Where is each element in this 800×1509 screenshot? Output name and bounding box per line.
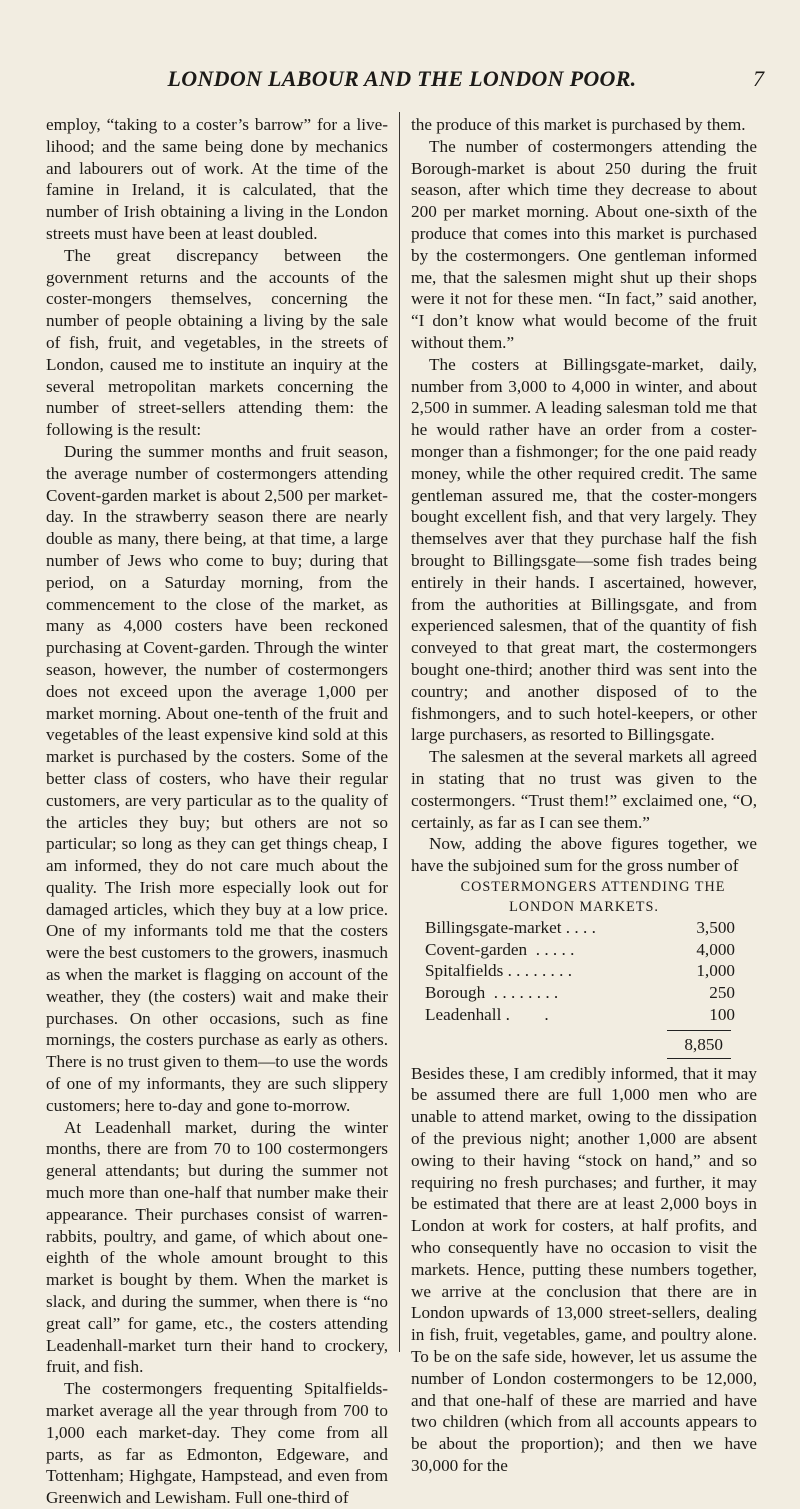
table-title: COSTERMONGERS ATTENDING THE LONDON MARKETS. <box>460 878 726 915</box>
table-row <box>425 939 743 961</box>
table-row <box>425 917 743 939</box>
market-name: Covent-garden . . . . . <box>425 939 575 959</box>
paragraph: The salesmen at the several markets all agreed in stating that no trust was given to the costermongers. “Trust them!” exclaimed one, “O, certainly, as far as I can see them.” <box>411 747 757 832</box>
paragraph: At Leadenhall market, during the winter months, there are from 70 to 100 costermongers general attendants; but during the summer not much more than one-half that number make their appearance. Their purchases consist of warren-rabbits, poultry, and game, of which about one-eighth of the whole amount brought to this market is bought by them. When the market is slack, and during the summer, when there is “no great call” for game, etc., the costers attending Leadenhall-market turn their hand to crockery, fruit, and fish. <box>46 1117 388 1377</box>
left-column <box>46 114 388 1508</box>
table-row <box>425 982 743 1004</box>
paragraph: the produce of this market is purchased by them. <box>411 115 746 134</box>
paragraph: Besides these, I am credibly informed, that it may be assumed there are full 1,000 men who are unable to attend market, owing to the dissipation of the previous night; another 1,000 are absent owing to their having “stock on hand,” and so requiring no fresh purchases; and further, it may be estimated that there are at least 2,000 boys in London at work for costers, at half profits, and who consequently have no occasion to visit the markets. Hence, putting these numbers together, we arrive at the conclusion that there are in London upwards of 13,000 street-sellers, dealing in fish, fruit, vegetables, game, and poultry alone. To be on the safe side, however, let us assume the number of London costermongers to be 12,000, and that one-half of these are married and have two children (which from all accounts appears to be about the proportion); and then we have 30,000 for the <box>411 1063 757 1476</box>
markets-table <box>425 917 743 1059</box>
table-row <box>425 1004 743 1026</box>
sum-rule <box>667 1030 731 1031</box>
market-name: Spitalfields . . . . . . . . <box>425 961 573 981</box>
paragraph: During the summer months and fruit season, the average number of costermongers attending Covent-garden market is about 2,500 per market-day. In the strawberry season there are nearly double as many, there being, at that time, a large number of Jews who come to buy; during that period, on a Saturday morning, from the commencement to the close of the market, as many as 4,000 costers have been reckoned purchasing at Covent-garden. Through the winter season, however, the number of costermongers does not exceed upon the average 1,000 per market morning. About one-tenth of the fruit and vegetables of the least expensive kind sold at this market is purchased by the costers. Some of the better class of costers, who have their regular customers, are very particular as to the quality of the articles they buy; but others are not so particular; so long as they can get things cheap, I am informed, they do not care much about the quality. The Irish more especially look out for damaged articles, which they buy at a low price. One of my informants told me that the costers were the best customers to the growers, inasmuch as when the market is flagging on account of the weather, they (the costers) wait and make their purchases. On other occasions, such as fine mornings, the costers purchase as early as others. There is no trust given to them—to use the words of one of my informants, they are such slippery customers; here to-day and gone to-morrow. <box>46 441 388 1115</box>
market-name: Borough . . . . . . . . <box>425 983 559 1003</box>
market-name: Leadenhall . . <box>425 1005 549 1025</box>
paragraph: The great discrepancy between the government returns and the accounts of the coster-mongers themselves, concerning the number of people obtaining a living by the sale of fish, fruit, and vegetables, in the streets of London, caused me to institute an inquiry at the several metropolitan markets concerning the number of street-sellers attending them: the following is the result: <box>46 245 388 440</box>
market-count: 1,000 <box>696 961 735 981</box>
page-number: 7 <box>753 66 764 91</box>
market-count: 3,500 <box>696 917 735 937</box>
paragraph: employ, “taking to a coster’s barrow” for a live-lihood; and the same being done by mechanics and labourers out of work. At the time of the famine in Ireland, it is calculated, that the number of Irish obtaining a living in the London streets must have been at least doubled. <box>46 115 388 243</box>
table-row <box>425 960 743 982</box>
table-total: 8,850 <box>684 1034 723 1054</box>
paragraph: The costers at Billingsgate-market, daily, number from 3,000 to 4,000 in winter, and about 2,500 in summer. A leading salesman told me that he would rather have an order from a coster-monger than a fishmonger; for the one paid ready money, while the other required credit. The same gentleman assured me, that the coster-mongers bought excellent fish, and that very largely. They themselves aver that they purchase half the fish brought to Billingsgate—some fish trades being entirely in their hands. I ascertained, however, from the authorities at Billingsgate, and from experienced salesmen, that of the quantity of fish conveyed to that great mart, the costermongers bought one-third; another third was sent into the country; and another disposed of to the fishmongers, and to such hotel-keepers, or other large purchasers, as resorted to Billingsgate. <box>411 354 757 745</box>
running-title: LONDON LABOUR AND THE LONDON POOR. <box>167 66 637 91</box>
sum-rule <box>667 1058 731 1059</box>
paragraph: The number of costermongers attending the Borough-market is about 250 during the fruit season, after which time they decrease to about 200 per market morning. About one-sixth of the produce that comes into this market is purchased by the costermongers. One gentleman informed me, that the salesmen might shut up their shops were it not for these men. “In fact,” said another, “I don’t know what would become of the fruit without them.” <box>411 136 757 352</box>
running-header <box>40 66 764 100</box>
column-divider <box>399 112 400 1352</box>
right-column <box>411 114 757 1476</box>
market-count: 4,000 <box>696 939 735 959</box>
paragraph: The costermongers frequenting Spitalfields-market average all the year through from 700 to 1,000 each market-day. They come from all parts, as far as Edmonton, Edgeware, and Tottenham; Highgate, Hampstead, and even from Greenwich and Lewisham. Full one-third of <box>46 1379 388 1508</box>
market-count: 100 <box>709 1005 735 1025</box>
paragraph: Now, adding the above figures together, we have the subjoined sum for the gross number of <box>411 834 757 876</box>
market-count: 250 <box>709 983 735 1003</box>
market-name: Billingsgate-market . . . . <box>425 917 596 937</box>
